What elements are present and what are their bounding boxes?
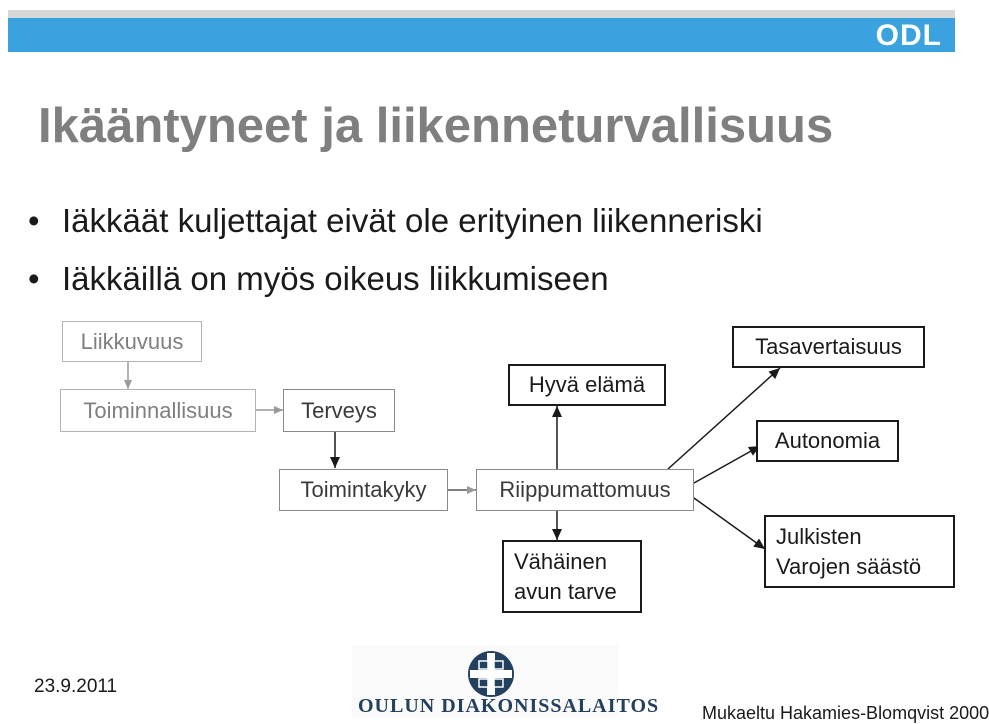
- node-tasavertaisuus: [732, 326, 925, 368]
- bullet-text: Iäkkäillä on myös oikeus liikkumiseen: [62, 260, 609, 297]
- slide-date: 23.9.2011: [34, 676, 118, 697]
- node-label-line2: Varojen säästö: [776, 553, 922, 579]
- node-label: Riippumattomuus: [499, 477, 671, 502]
- node-label: Toiminnallisuus: [83, 397, 233, 423]
- bullet-icon: •: [28, 202, 40, 239]
- node-toimintakyky: [279, 469, 448, 511]
- node-label-line1: Vähäinen: [514, 548, 607, 574]
- node-toiminnallisuus: [60, 389, 256, 432]
- node-autonomia: [756, 420, 899, 462]
- bullet-icon: •: [28, 260, 40, 297]
- node-vahainen-avun-tarve: [502, 540, 642, 613]
- node-label: Toimintakyky: [300, 477, 427, 502]
- diakonissalaitos-cross-icon: [466, 649, 516, 699]
- odl-logo: ODL: [875, 19, 942, 52]
- node-terveys: [283, 389, 395, 432]
- node-label: Liikkuvuus: [80, 328, 184, 354]
- node-label: Autonomia: [774, 428, 881, 453]
- source-citation: Mukaeltu Hakamies-Blomqvist 2000: [702, 703, 989, 723]
- node-riippumattomuus: [476, 469, 694, 511]
- node-label: Hyvä elämä: [528, 372, 646, 397]
- node-label-line2: avun tarve: [514, 578, 617, 604]
- bullet-text: Iäkkäät kuljettajat eivät ole erityinen liikenneriski: [62, 202, 763, 239]
- node-label: Terveys: [301, 397, 377, 423]
- node-hyva-elama: [508, 364, 666, 406]
- organization-logo: [352, 645, 660, 717]
- arrow-riippumattomuus-to-autonomia: [694, 446, 760, 483]
- node-label: Tasavertaisuus: [755, 334, 902, 359]
- organization-name: OULUN DIAKONISSALAITOS: [358, 695, 660, 717]
- arrow-riippumattomuus-to-julkisten: [694, 498, 765, 549]
- node-liikkuvuus: [62, 321, 202, 362]
- node-label-line1: Julkisten: [776, 523, 862, 549]
- node-julkisten-varojen-saasto: [764, 515, 955, 588]
- slide-title: Ikääntyneet ja liikenneturvallisuus: [38, 99, 834, 153]
